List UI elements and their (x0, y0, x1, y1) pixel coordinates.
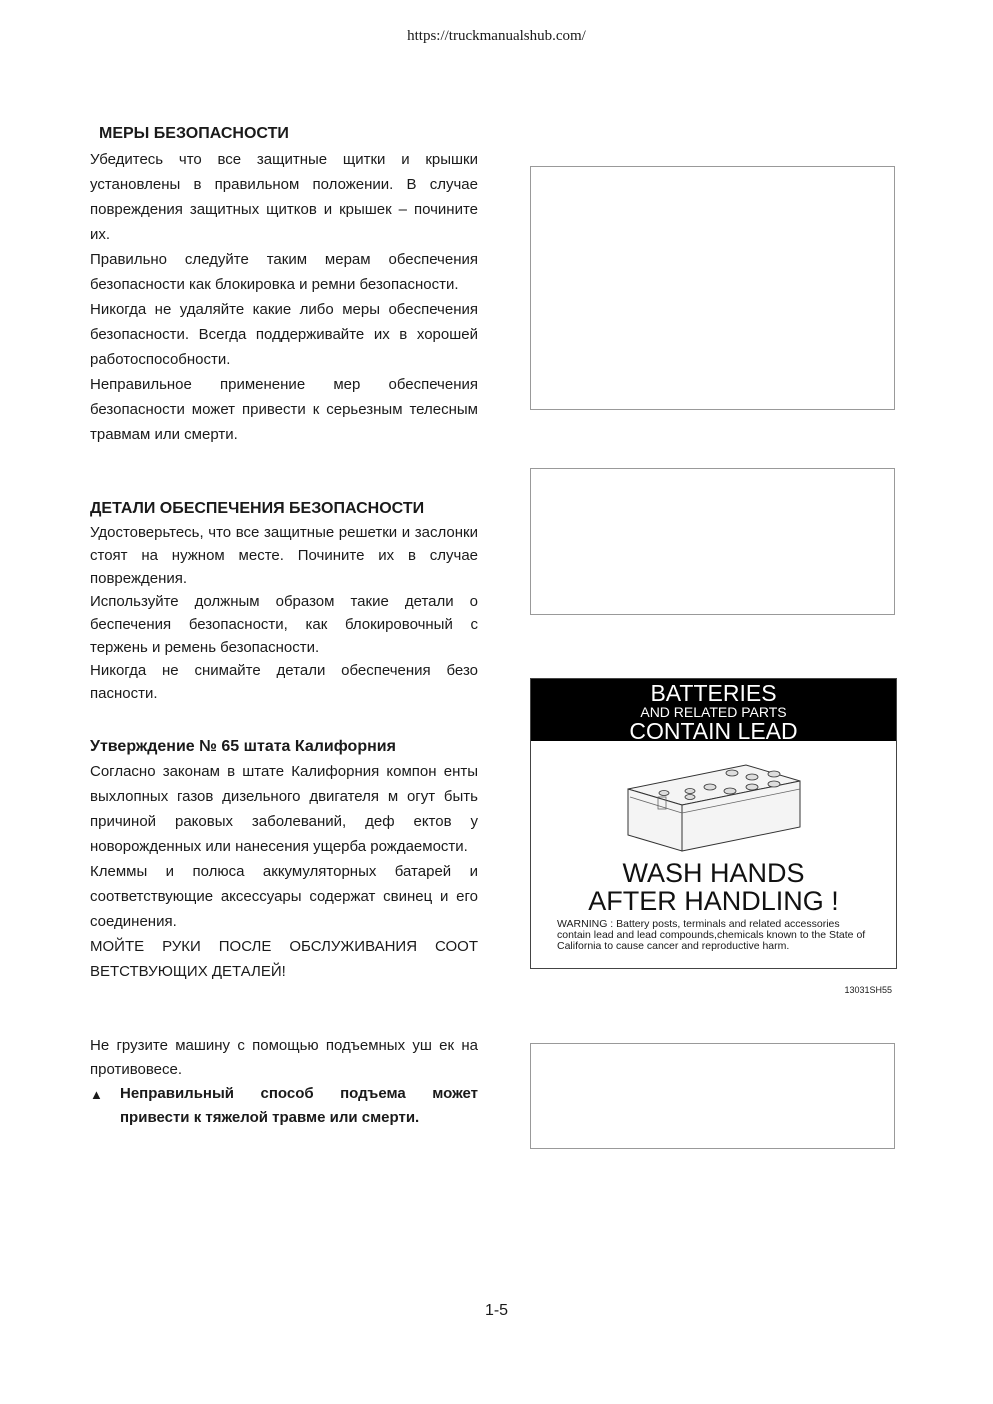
paragraph: Используйте должным образом такие детали о беспечения безопасности, как блокировочный с тержень и ремень безопасности. (90, 593, 478, 656)
figure-placeholder (530, 468, 895, 615)
paragraph: Не грузите машину с помощью подъемных уш ек на противовесе. (90, 1037, 478, 1078)
label-line: CONTAIN LEAD (629, 718, 798, 744)
paragraph: Убедитесь что все защитные щитки и крышки установлены в правильном положении. В случае повреждения защитных щитков и крышек – почините их. (90, 151, 478, 243)
section-prop65 (90, 734, 478, 984)
section-safety-measures (90, 147, 478, 447)
label-fine-print: WARNING : Battery posts, terminals and related accessories contain lead and lead compounds,chemicals known to the State of California to cause cancer and reproductive harm. (557, 918, 866, 952)
paragraph: Никогда не снимайте детали обеспечения безо пасности. (90, 662, 478, 702)
paragraph: Неправильное применение мер обеспечения безопасности может привести к серьезным телесным травмам или смерти. (90, 376, 478, 443)
section-safety-parts (90, 496, 478, 705)
warning-triangle-icon: ▲ (90, 1087, 103, 1102)
figure-placeholder (530, 166, 895, 410)
label-header (531, 679, 896, 744)
label-line: AFTER HANDLING ! (588, 886, 839, 916)
wash-hands-text (531, 859, 896, 915)
heading-safety-measures: МЕРЫ БЕЗОПАСНОСТИ (99, 125, 289, 142)
paragraph: Согласно законам в штате Калифорния компон енты выхлопных газов дизельного двигателя м огут быть причиной раковых заболеваний, деф ектов у новорожденных или нанесения ущерба рождаемости. (90, 763, 478, 855)
warning-text: Неправильный способ подъема может привести к тяжелой травме или смерти. (120, 1085, 478, 1126)
heading-safety-parts: ДЕТАЛИ ОБЕСПЕЧЕНИЯ БЕЗОПАСНОСТИ (90, 500, 425, 517)
figure-code: 13031SH55 (844, 985, 892, 995)
source-url: https://truckmanualshub.com/ (407, 28, 586, 44)
figure-placeholder (530, 1043, 895, 1149)
paragraph: Клеммы и полюса аккумуляторных батарей и соответствующие аксессуары содержат свинец и его соединения. (90, 863, 478, 930)
label-line: WASH HANDS (622, 858, 805, 888)
battery-icon (624, 747, 804, 855)
paragraph: Никогда не удаляйте какие либо меры обеспечения безопасности. Всегда поддерживайте их в хорошей работоспособности. (90, 301, 478, 368)
paragraph: Правильно следуйте таким мерам обеспечения безопасности как блокировка и ремни безопасности. (90, 251, 478, 293)
paragraph: МОЙТЕ РУКИ ПОСЛЕ ОБСЛУЖИВАНИЯ СООТ ВЕТСТВУЮЩИХ ДЕТАЛЕЙ! (90, 938, 478, 980)
battery-warning-label (530, 678, 897, 969)
section-lifting (90, 1034, 478, 1130)
paragraph: Удостоверьтесь, что все защитные решетки и заслонки стоят на нужном месте. Почините их в случае повреждения. (90, 524, 478, 587)
label-line: BATTERIES (650, 680, 777, 706)
page-number: 1-5 (484, 1302, 509, 1319)
label-line: AND RELATED PARTS (640, 704, 787, 720)
heading-prop65: Утверждение № 65 штата Калифорния (90, 738, 396, 755)
warning-row (90, 1082, 478, 1130)
